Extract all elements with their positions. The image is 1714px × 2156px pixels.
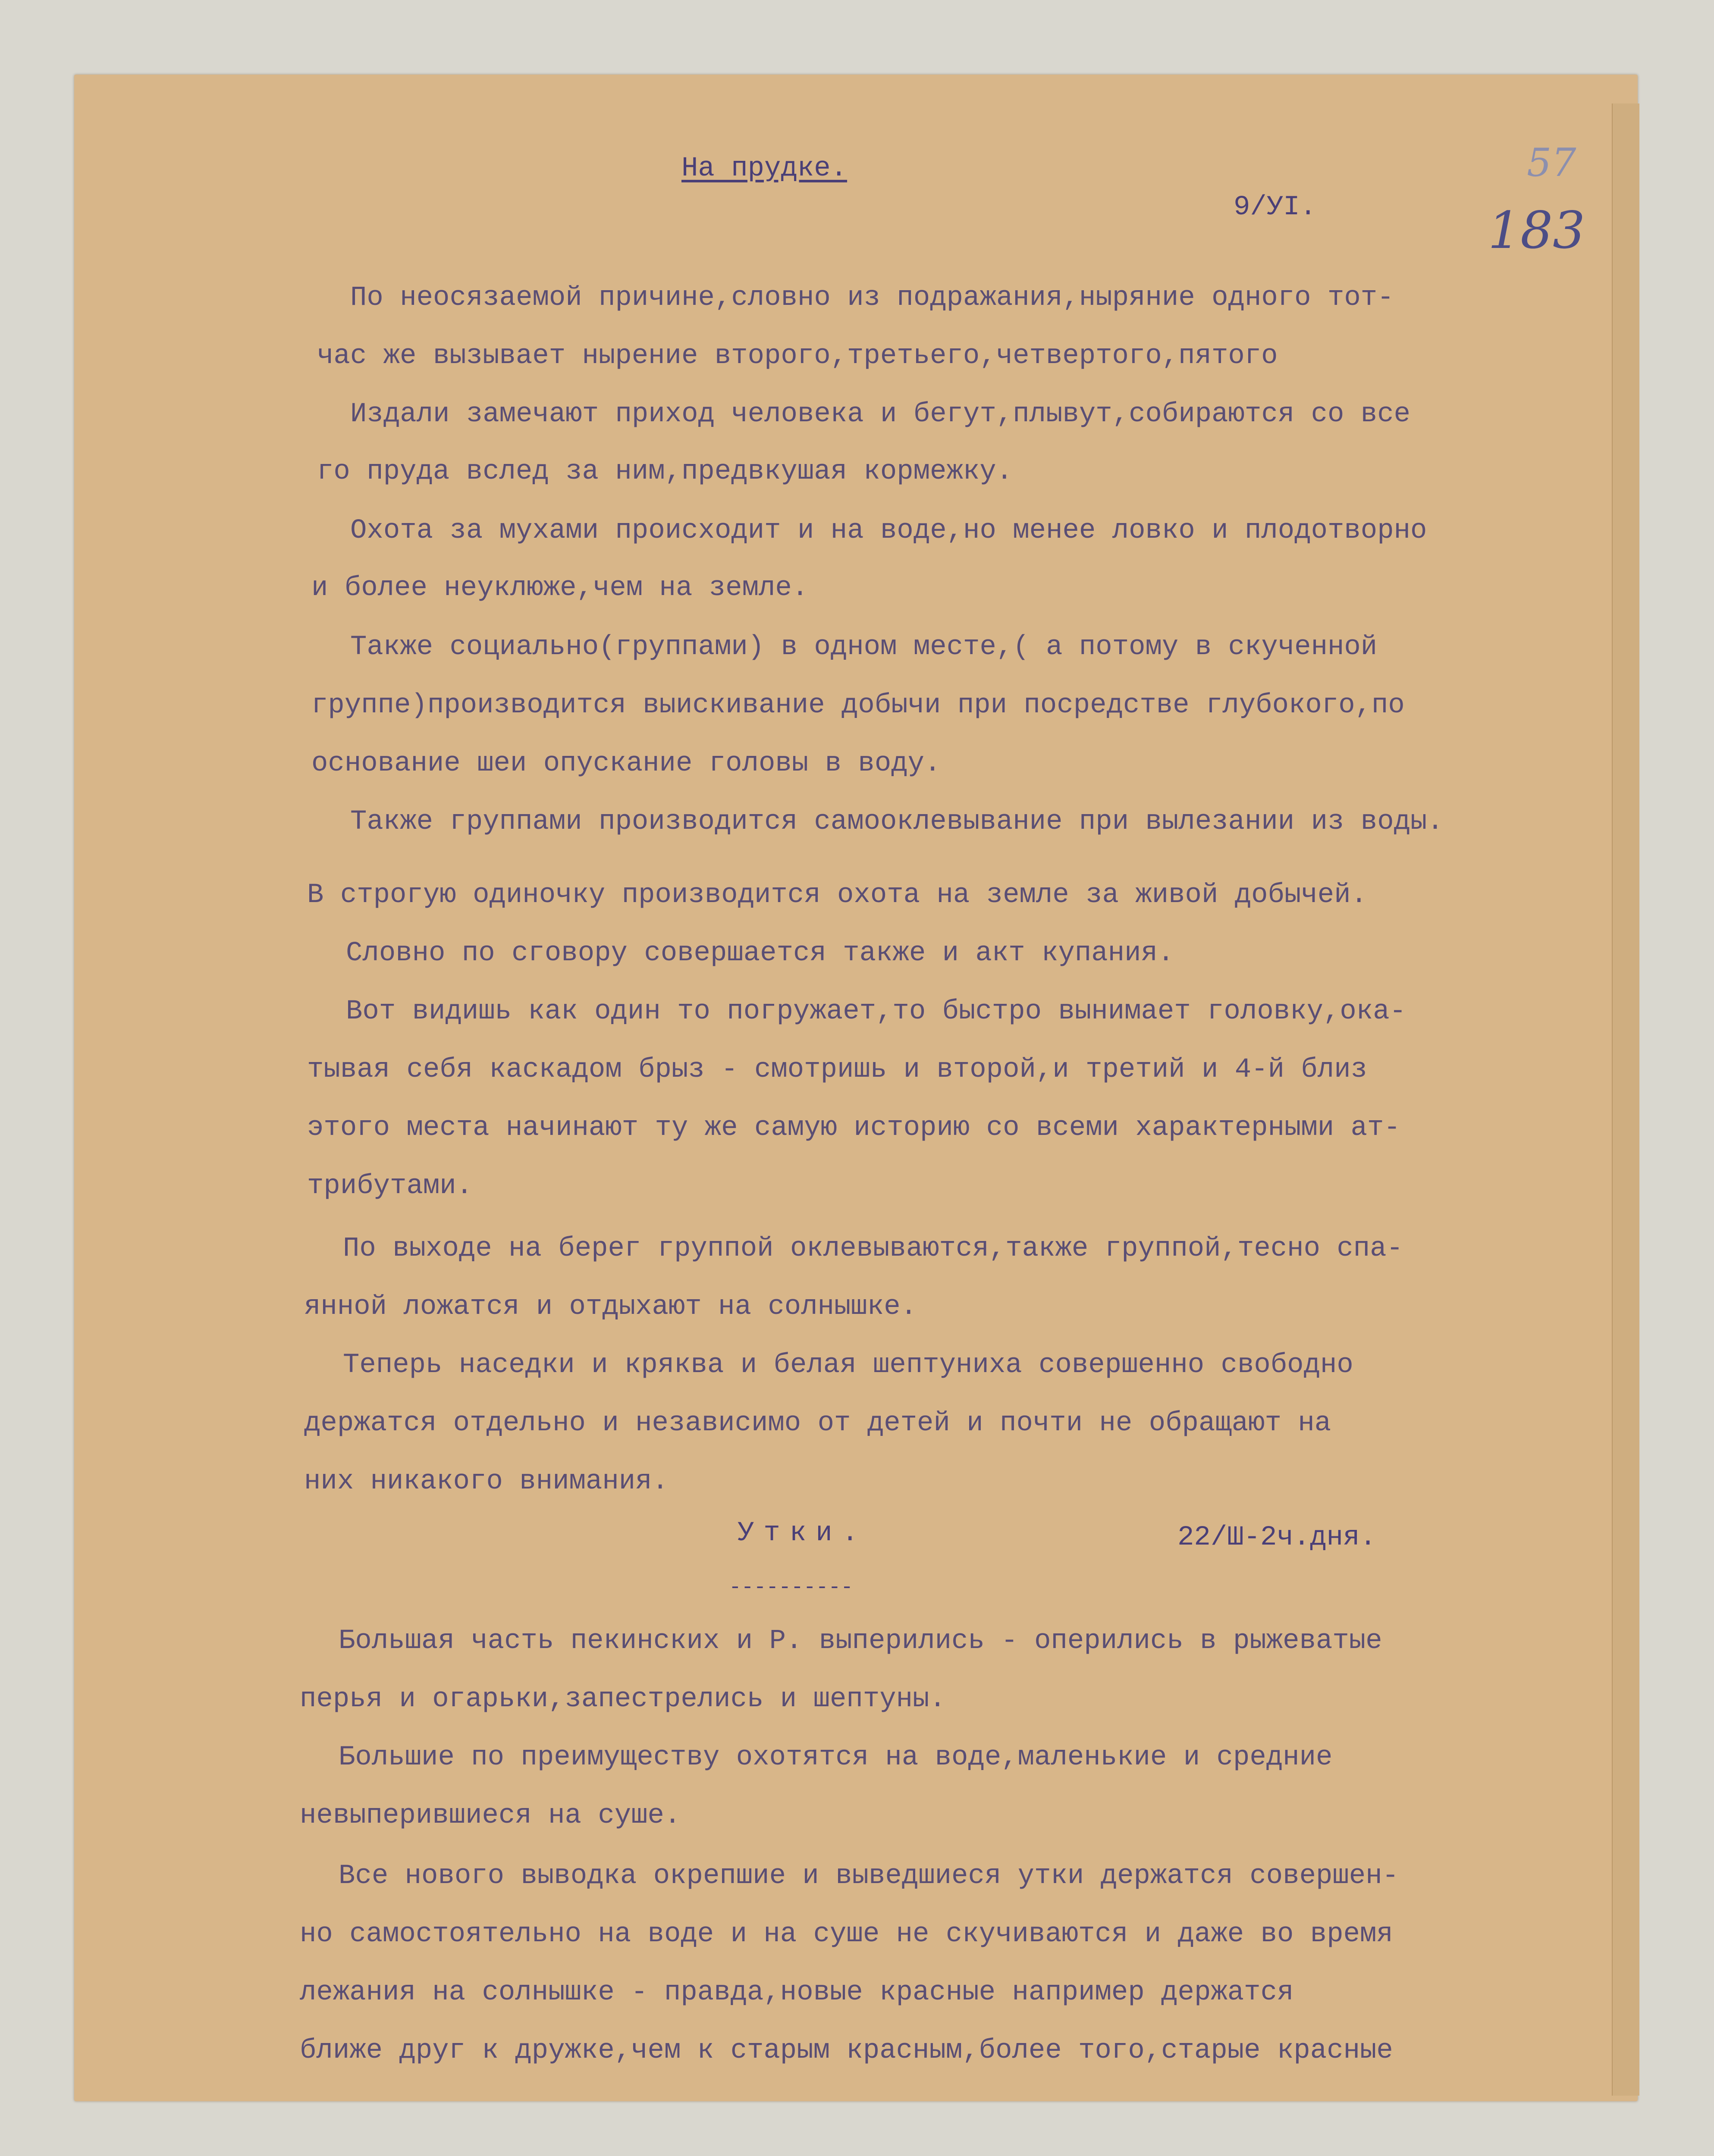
text-line: ближе друг к дружке,чем к старым красным,более того,старые красные <box>300 2035 1393 2066</box>
text-line: Словно по сговору совершается также и акт купания. <box>346 938 1174 969</box>
text-line: Большие по преимуществу охотятся на воде,маленькие и средние <box>339 1742 1333 1773</box>
text-line: них никакого внимания. <box>304 1466 669 1497</box>
text-line: Теперь наседки и кряква и белая шептуниха совершенно свободно <box>343 1350 1353 1381</box>
page-edge <box>1612 103 1639 2096</box>
text-line: но самостоятельно на воде и на суше не скучиваются и даже во время <box>300 1919 1393 1950</box>
text-line: и более неуклюже,чем на земле. <box>311 573 809 604</box>
text-line: По неосязаемой причине,словно из подражания,ныряние одного тот- <box>350 282 1394 313</box>
text-line: По выходе на берег группой оклевываются,также группой,тесно спа- <box>343 1233 1403 1264</box>
text-line: Охота за мухами происходит и на воде,но менее ловко и плодотворно <box>350 515 1427 546</box>
document-page <box>74 75 1638 2101</box>
folio-number: 183 <box>1488 201 1585 260</box>
text-line: Все нового выводка окрепшие и выведшиеся утки держатся совершен- <box>339 1861 1399 1892</box>
section-underline: ---------- <box>729 1576 854 1599</box>
text-line: лежания на солнышке - правда,новые красные например держатся <box>300 1977 1294 2008</box>
text-line: держатся отдельно и независимо от детей и почти не обращают на <box>304 1408 1331 1439</box>
text-line: го пруда вслед за ним,предвкушая кормежку. <box>317 456 1013 487</box>
document-title: На прудке. <box>681 153 848 184</box>
text-line: янной ложатся и отдыхают на солнышке. <box>304 1291 917 1322</box>
text-line: Большая часть пекинских и Р. выперились - оперились в рыжеватые <box>339 1626 1382 1657</box>
text-line: перья и огарьки,запестрелись и шептуны. <box>300 1684 946 1715</box>
folio-number-crossed: 57 <box>1527 140 1576 185</box>
section-date: 22/Ш-2ч.дня. <box>1177 1522 1376 1553</box>
text-line: трибутами. <box>307 1171 473 1202</box>
text-line: Также социально(группами) в одном месте,( а потому в скученной <box>350 632 1378 663</box>
text-line: Вот видишь как один то погружает,то быстро вынимает головку,ока- <box>346 996 1406 1027</box>
text-line: В строгую одиночку производится охота на земле за живой добычей. <box>307 880 1367 911</box>
section-title: Утки. <box>738 1518 868 1549</box>
text-line: час же вызывает нырение второго,третьего,четвертого,пятого <box>317 341 1278 372</box>
text-line: тывая себя каскадом брыз - смотришь и второй,и третий и 4-й близ <box>307 1054 1367 1085</box>
entry-date: 9/УI. <box>1234 192 1317 223</box>
text-line: этого места начинают ту же самую историю со всеми характерными ат- <box>307 1112 1400 1144</box>
text-line: невыперившиеся на суше. <box>300 1800 681 1831</box>
text-line: Издали замечают приход человека и бегут,плывут,собираются со все <box>350 399 1410 430</box>
text-line: основание шеи опускание головы в воду. <box>311 748 941 779</box>
text-line: Также группами производится самооклевывание при вылезании из воды. <box>350 806 1444 837</box>
text-line: группе)производится выискивание добычи при посредстве глубокого,по <box>311 690 1405 721</box>
